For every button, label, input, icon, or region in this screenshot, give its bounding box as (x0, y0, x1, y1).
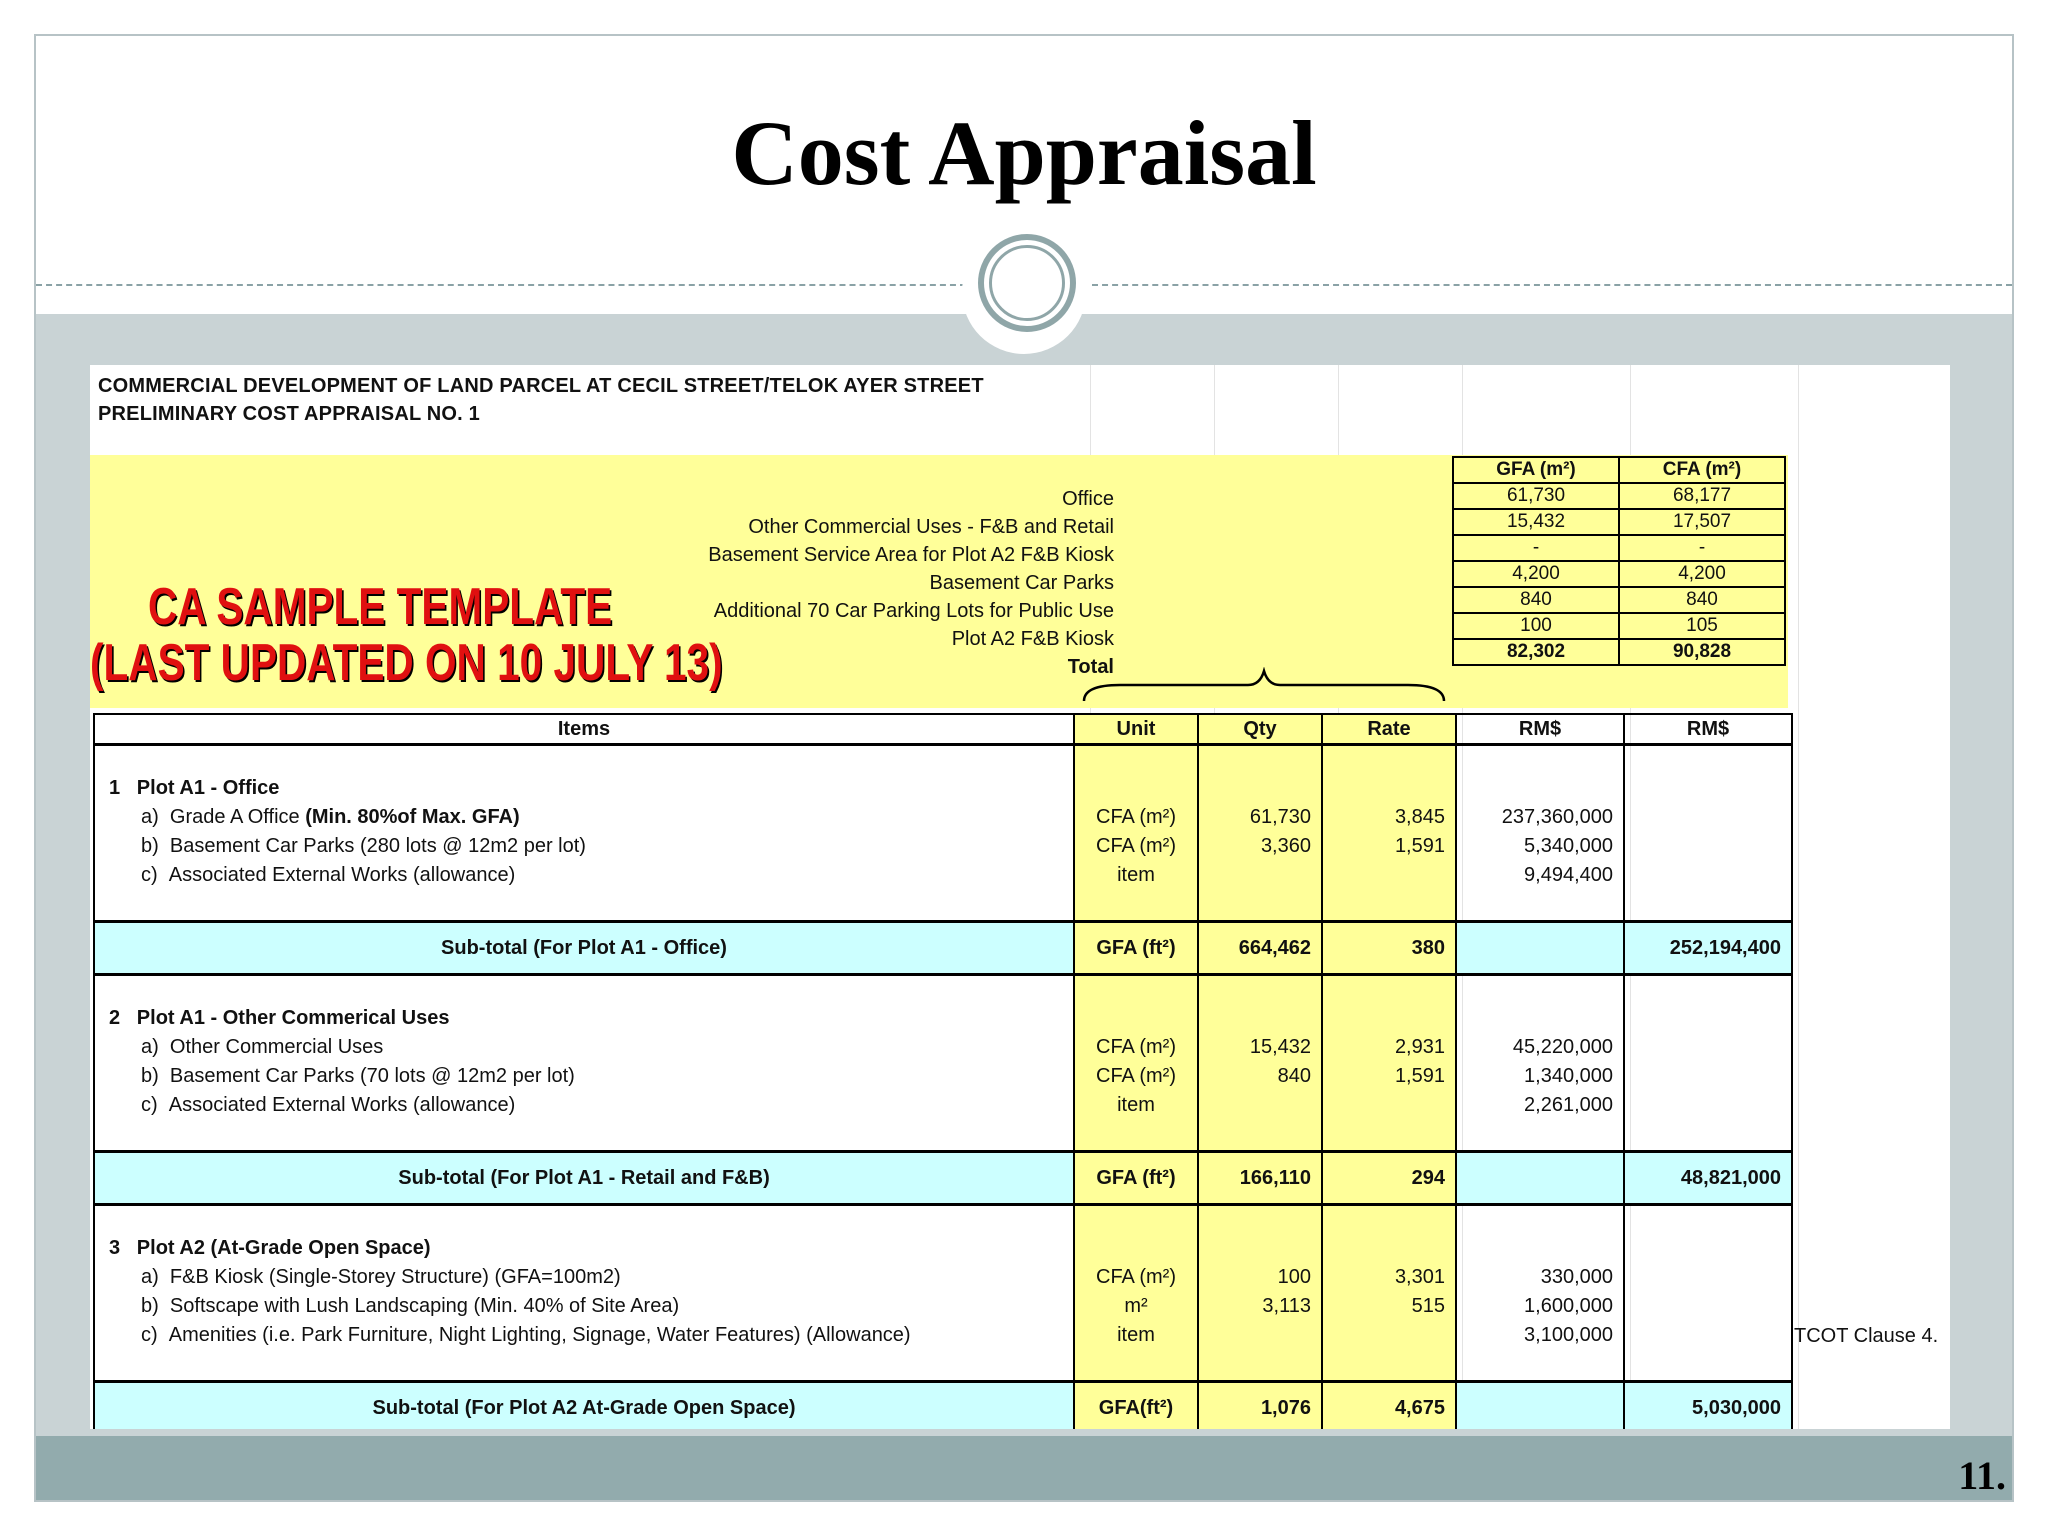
items-cell (94, 975, 1074, 1152)
amount-value: 45,220,000 (1512, 1036, 1613, 1058)
rate-cell (1322, 1205, 1456, 1382)
line-text: Softscape with Lush Landscaping (Min. 40% of Site Area) (169, 1295, 680, 1317)
cfa-cell: 840 (1619, 587, 1785, 613)
gfa-total-cell: 82,302 (1453, 639, 1619, 665)
section-title: Plot A1 - Other Commerical Uses (136, 1007, 450, 1029)
subtotal-qty: 1,076 (1198, 1382, 1322, 1430)
qty-value: 15,432 (1249, 1036, 1311, 1058)
template-stamp-line1: CA SAMPLE TEMPLATE (148, 578, 613, 636)
unit-value: item (1117, 1324, 1155, 1346)
subtotal-row (94, 922, 1792, 975)
amount-value: 1,340,000 (1524, 1065, 1613, 1087)
line-text: Associated External Works (allowance) (168, 1094, 516, 1116)
page-number: 11. (1958, 1453, 2006, 1498)
area-label: Other Commercial Uses - F&B and Retail (748, 516, 1114, 538)
rate-value: 3,301 (1394, 1266, 1445, 1288)
subtotal-label: Sub-total (For Plot A1 - Retail and F&B) (94, 1152, 1074, 1205)
unit-value: CFA (m²) (1096, 806, 1176, 828)
table-row (94, 745, 1792, 922)
gfa-cell: 840 (1453, 587, 1619, 613)
amount-value: 1,600,000 (1524, 1295, 1613, 1317)
amount-value: 330,000 (1540, 1266, 1613, 1288)
section-heading (95, 1004, 1073, 1033)
cfa-column-header: CFA (m²) (1619, 457, 1785, 483)
amount-value: 3,100,000 (1524, 1324, 1613, 1346)
rate-cell (1322, 745, 1456, 922)
qty-cell (1198, 745, 1322, 922)
cfa-cell: - (1619, 535, 1785, 561)
unit-value: CFA (m²) (1096, 1266, 1176, 1288)
sheet-header-project: COMMERCIAL DEVELOPMENT OF LAND PARCEL AT CECIL STREET/TELOK AYER STREET (98, 375, 984, 397)
line-text: Other Commercial Uses (169, 1036, 384, 1058)
line-item (95, 1292, 1073, 1321)
line-letter: c) (141, 864, 158, 886)
unit-value: item (1117, 864, 1155, 886)
subtotal-total: 252,194,400 (1624, 922, 1792, 975)
cfa-cell: 17,507 (1619, 509, 1785, 535)
line-item (95, 1062, 1073, 1091)
qty-column-header: Qty (1198, 714, 1322, 745)
subtotal-total: 5,030,000 (1624, 1382, 1792, 1430)
area-label: Additional 70 Car Parking Lots for Public Use (713, 600, 1114, 622)
amount-value: 237,360,000 (1501, 806, 1613, 828)
section-heading (95, 1234, 1073, 1263)
section-number: 2 (109, 1007, 121, 1029)
unit-cell (1074, 745, 1198, 922)
sheet-header-appraisal: PRELIMINARY COST APPRAISAL NO. 1 (98, 403, 481, 425)
section-title: Plot A1 - Office (136, 777, 280, 799)
line-item (95, 1091, 1073, 1120)
line-text: Basement Car Parks (70 lots @ 12m2 per lot) (169, 1065, 575, 1087)
gfa-cell: 100 (1453, 613, 1619, 639)
rate-value (1323, 1321, 1445, 1350)
line-item (95, 832, 1073, 861)
unit-value: CFA (m²) (1096, 1036, 1176, 1058)
gfa-cell: 4,200 (1453, 561, 1619, 587)
template-stamp-line2: (LAST UPDATED ON 10 JULY 13) (90, 634, 723, 692)
subtotal-unit: GFA (ft²) (1074, 922, 1198, 975)
line-letter: a) (141, 1266, 159, 1288)
items-cell (94, 1205, 1074, 1382)
rate-value: 3,845 (1394, 806, 1445, 828)
line-text: Amenities (i.e. Park Furniture, Night Lighting, Signage, Water Features) (Allowance) (168, 1324, 911, 1346)
qty-value (1199, 861, 1311, 890)
area-label: Basement Car Parks (929, 572, 1114, 594)
amount-value: 5,340,000 (1524, 835, 1613, 857)
line-letter: c) (141, 1094, 158, 1116)
line-text: Associated External Works (allowance) (168, 864, 516, 886)
line-item (95, 861, 1073, 890)
total-cell (1624, 745, 1792, 922)
title-divider-right (1092, 284, 2012, 286)
subtotal-qty: 664,462 (1198, 922, 1322, 975)
area-summary-table (1452, 456, 1786, 666)
amount-value: 2,261,000 (1524, 1094, 1613, 1116)
line-text: Basement Car Parks (280 lots @ 12m2 per lot) (169, 835, 586, 857)
gfa-cell: 61,730 (1453, 483, 1619, 509)
unit-value: item (1117, 1094, 1155, 1116)
subtotal-qty: 166,110 (1198, 1152, 1322, 1205)
area-total-label: Total (1067, 656, 1114, 678)
line-item (95, 1321, 1073, 1350)
slide-title: Cost Appraisal (731, 102, 1317, 204)
subtotal-amount-empty (1456, 922, 1624, 975)
amount-cell (1456, 1205, 1624, 1382)
qty-value: 3,113 (1262, 1295, 1311, 1317)
subtotal-rate: 380 (1322, 922, 1456, 975)
line-letter: a) (141, 806, 159, 828)
line-note: (Min. 80%of Max. GFA) (299, 806, 520, 828)
line-letter: b) (141, 1295, 159, 1317)
spreadsheet-image (90, 365, 1950, 1429)
gfa-column-header: GFA (m²) (1453, 457, 1619, 483)
curly-brace-icon (1080, 667, 1448, 707)
line-item (95, 803, 1073, 832)
subtotal-amount-empty (1456, 1152, 1624, 1205)
rate-value (1323, 861, 1445, 890)
cfa-cell: 4,200 (1619, 561, 1785, 587)
total-cell (1624, 1205, 1792, 1382)
subtotal-label: Sub-total (For Plot A2 At-Grade Open Space) (94, 1382, 1074, 1430)
qty-cell (1198, 975, 1322, 1152)
total-cell (1624, 975, 1792, 1152)
subtotal-amount-empty (1456, 1382, 1624, 1430)
line-item (95, 1033, 1073, 1062)
section-number: 3 (109, 1237, 121, 1259)
rate-cell (1322, 975, 1456, 1152)
unit-cell (1074, 975, 1198, 1152)
divider-ring-inner (989, 245, 1065, 321)
side-note: TCOT Clause 4. (1794, 1325, 1939, 1347)
subtotal-label: Sub-total (For Plot A1 - Office) (94, 922, 1074, 975)
unit-cell (1074, 1205, 1198, 1382)
rate-value: 515 (1411, 1295, 1445, 1317)
cfa-cell: 105 (1619, 613, 1785, 639)
line-text: F&B Kiosk (Single-Storey Structure) (GFA=100m2) (169, 1266, 621, 1288)
subtotal-row (94, 1382, 1792, 1430)
section-number: 1 (109, 777, 121, 799)
cfa-total-cell: 90,828 (1619, 639, 1785, 665)
qty-value: 840 (1277, 1065, 1311, 1087)
subtotal-unit: GFA(ft²) (1074, 1382, 1198, 1430)
rate-value: 1,591 (1394, 1065, 1445, 1087)
amount-column-header: RM$ (1456, 714, 1624, 745)
line-letter: b) (141, 835, 159, 857)
subtotal-rate: 294 (1322, 1152, 1456, 1205)
unit-column-header: Unit (1074, 714, 1198, 745)
unit-value: m² (1124, 1295, 1148, 1317)
section-title: Plot A2 (At-Grade Open Space) (136, 1237, 431, 1259)
rate-column-header: Rate (1322, 714, 1456, 745)
line-text: Grade A Office (169, 806, 300, 828)
rate-value: 2,931 (1394, 1036, 1445, 1058)
gfa-cell: 15,432 (1453, 509, 1619, 535)
qty-value (1199, 1321, 1311, 1350)
qty-value: 100 (1277, 1266, 1311, 1288)
amount-value: 9,494,400 (1524, 864, 1613, 886)
gfa-cell: - (1453, 535, 1619, 561)
subtotal-rate: 4,675 (1322, 1382, 1456, 1430)
line-item (95, 1263, 1073, 1292)
rate-value: 1,591 (1394, 835, 1445, 857)
amount-cell (1456, 745, 1624, 922)
total-column-header: RM$ (1624, 714, 1792, 745)
line-letter: a) (141, 1036, 159, 1058)
line-letter: b) (141, 1065, 159, 1087)
qty-value (1199, 1091, 1311, 1120)
area-label: Office (1062, 488, 1114, 510)
cfa-cell: 68,177 (1619, 483, 1785, 509)
qty-value: 3,360 (1260, 835, 1311, 857)
items-cell (94, 745, 1074, 922)
qty-value: 61,730 (1249, 806, 1311, 828)
rate-value (1323, 1091, 1445, 1120)
subtotal-row (94, 1152, 1792, 1205)
area-label: Basement Service Area for Plot A2 F&B Kiosk (708, 544, 1114, 566)
table-row (94, 975, 1792, 1152)
footer-bar (36, 1436, 2012, 1500)
unit-value: CFA (m²) (1096, 835, 1176, 857)
subtotal-total: 48,821,000 (1624, 1152, 1792, 1205)
subtotal-unit: GFA (ft²) (1074, 1152, 1198, 1205)
amount-cell (1456, 975, 1624, 1152)
line-letter: c) (141, 1324, 158, 1346)
grid-line (1798, 365, 1799, 1429)
items-column-header: Items (94, 714, 1074, 745)
title-divider-left (36, 284, 966, 286)
qty-cell (1198, 1205, 1322, 1382)
table-row (94, 1205, 1792, 1382)
cost-appraisal-table (93, 713, 1793, 1429)
unit-value: CFA (m²) (1096, 1065, 1176, 1087)
section-heading (95, 774, 1073, 803)
area-label: Plot A2 F&B Kiosk (951, 628, 1114, 650)
